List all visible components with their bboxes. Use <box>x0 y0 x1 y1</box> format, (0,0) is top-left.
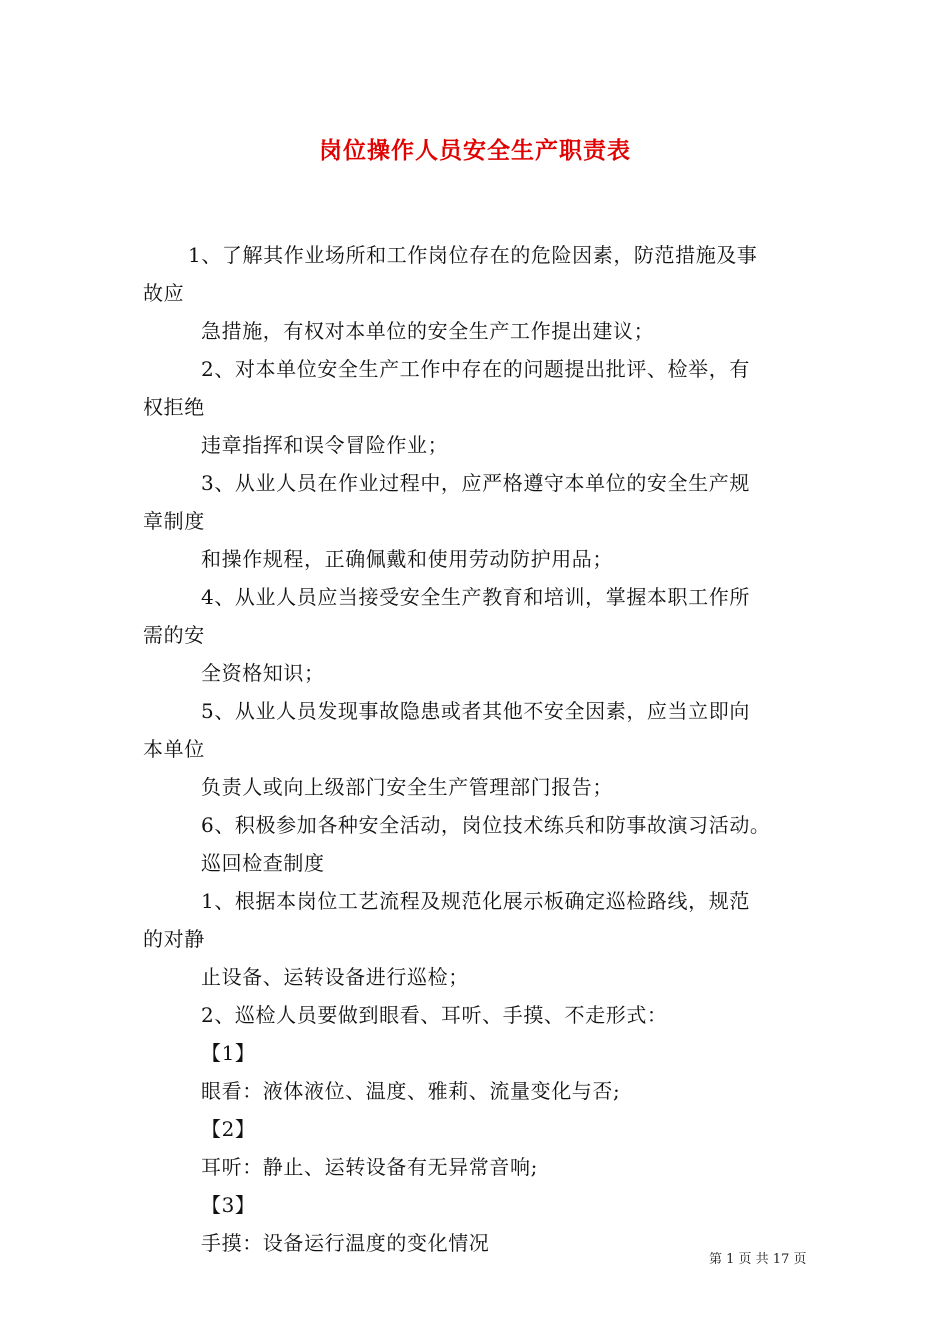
paragraph-line: 耳听：静止、运转设备有无异常音响; <box>201 1155 538 1179</box>
paragraph-line: 4、从业人员应当接受安全生产教育和培训，掌握本职工作所 <box>201 585 750 609</box>
paragraph-line: 本单位 <box>143 737 205 761</box>
paragraph-line: 3、从业人员在作业过程中，应严格遵守本单位的安全生产规 <box>201 471 750 495</box>
paragraph-line: 眼看：液体液位、温度、雅莉、流量变化与否; <box>201 1079 621 1103</box>
paragraph-line: 止设备、运转设备进行巡检； <box>201 965 469 989</box>
paragraph-line: 5、从业人员发现事故隐患或者其他不安全因素，应当立即向 <box>201 699 750 723</box>
paragraph-line: 1、根据本岗位工艺流程及规范化展示板确定巡检路线，规范 <box>201 889 750 913</box>
section-heading: 巡回检查制度 <box>201 851 325 875</box>
list-marker: 【1】 <box>201 1041 256 1065</box>
paragraph-line: 2、对本单位安全生产工作中存在的问题提出批评、检举，有 <box>201 357 750 381</box>
page-footer: 第 1 页 共 17 页 <box>709 1252 807 1267</box>
paragraph-line: 和操作规程，正确佩戴和使用劳动防护用品； <box>201 547 613 571</box>
paragraph-line: 需的安 <box>143 623 205 647</box>
paragraph-line: 负责人或向上级部门安全生产管理部门报告； <box>201 775 613 799</box>
document-title: 岗位操作人员安全生产职责表 <box>319 137 631 164</box>
paragraph-line: 的对静 <box>143 927 205 951</box>
paragraph-line: 2、巡检人员要做到眼看、耳听、手摸、不走形式： <box>201 1003 668 1027</box>
paragraph-line: 1、了解其作业场所和工作岗位存在的危险因素，防范措施及事 <box>188 243 758 267</box>
list-marker: 【3】 <box>201 1193 256 1217</box>
paragraph-line: 手摸：设备运行温度的变化情况 <box>201 1231 490 1255</box>
list-marker: 【2】 <box>201 1117 256 1141</box>
paragraph-line: 违章指挥和误令冒险作业； <box>201 433 449 457</box>
paragraph-line: 章制度 <box>143 509 205 533</box>
paragraph-line: 6、积极参加各种安全活动，岗位技术练兵和防事故演习活动。 <box>201 813 771 837</box>
paragraph-line: 故应 <box>143 281 185 305</box>
paragraph-line: 全资格知识； <box>201 661 325 685</box>
paragraph-line: 权拒绝 <box>143 395 205 419</box>
paragraph-line: 急措施，有权对本单位的安全生产工作提出建议； <box>201 319 655 343</box>
